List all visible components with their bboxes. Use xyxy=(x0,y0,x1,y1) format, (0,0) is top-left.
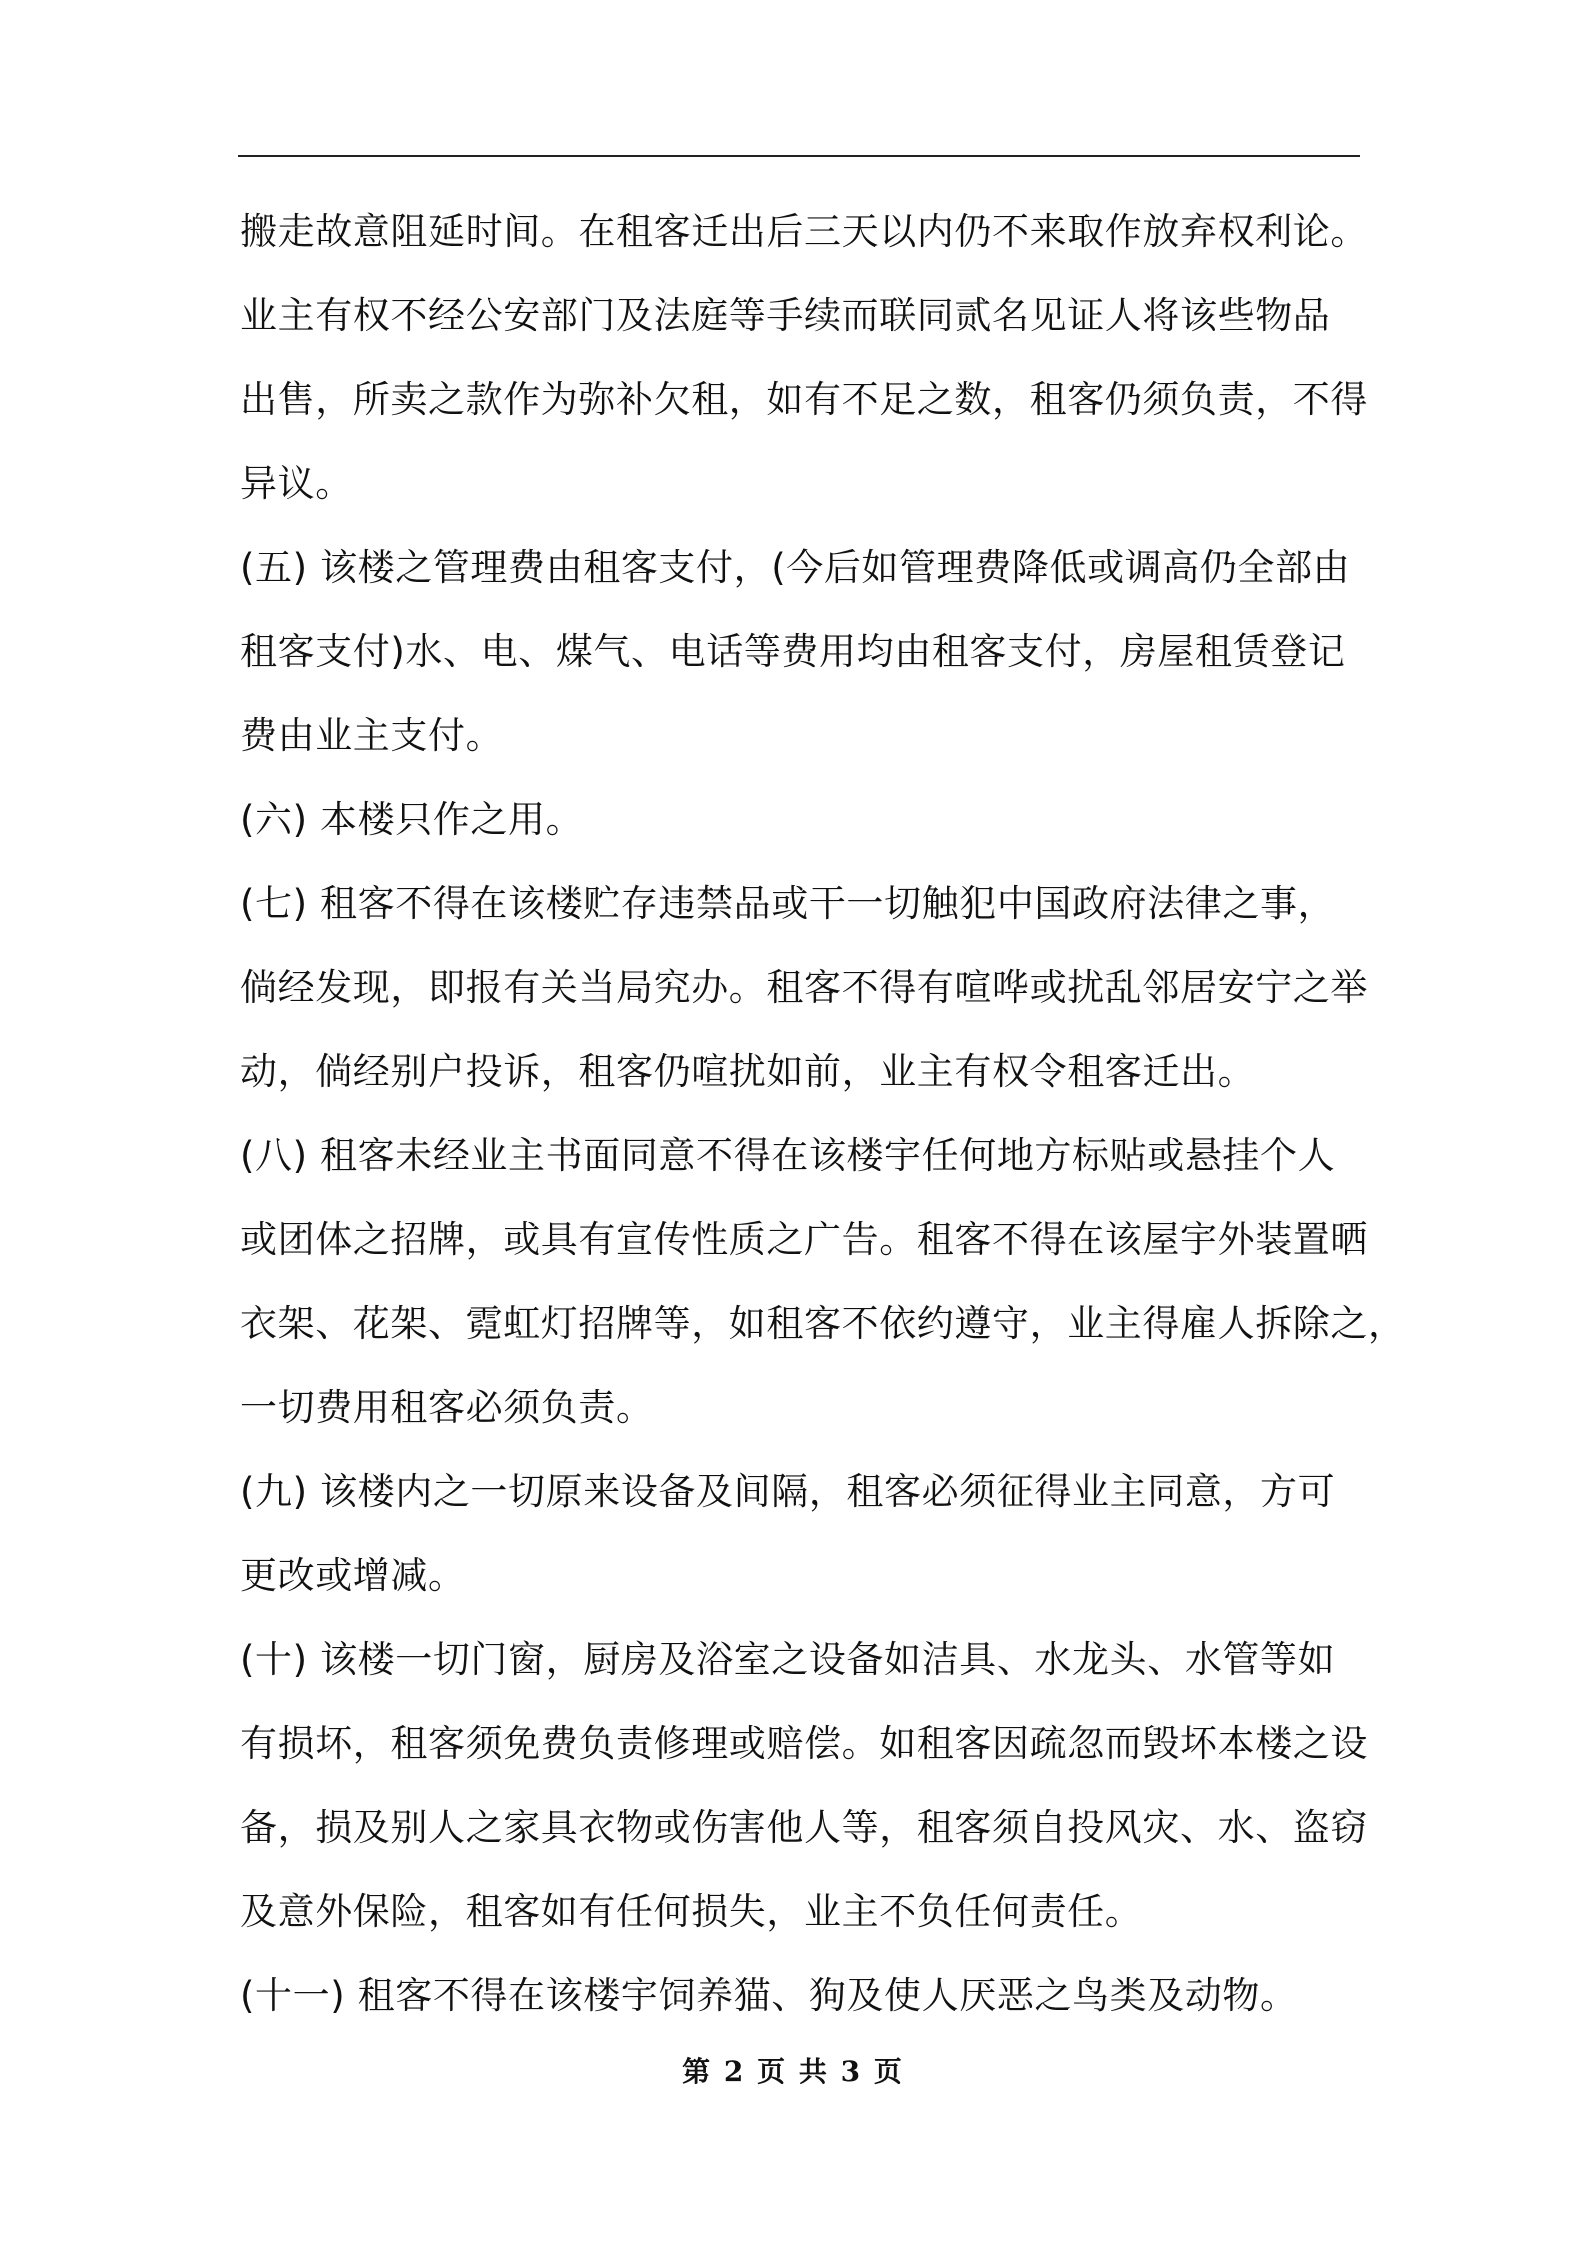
header-rule xyxy=(238,155,1360,157)
page-number: 第 2 页 共 3 页 xyxy=(682,2055,904,2088)
clause-11-line: (十一) 租客不得在该楼宇饲养猫、狗及使人厌恶之鸟类及动物。 xyxy=(240,1974,1298,2017)
clause-6-line: (六) 本楼只作之用。 xyxy=(240,798,584,841)
text-line: 一切费用租客必须负责。 xyxy=(240,1386,654,1429)
text-line: 或团体之招牌，或具有宣传性质之广告。租客不得在该屋宇外装置晒 xyxy=(240,1218,1368,1261)
text-line: 衣架、花架、霓虹灯招牌等，如租客不依约遵守，业主得雇人拆除之， xyxy=(240,1302,1406,1345)
text-line: 出售，所卖之款作为弥补欠租，如有不足之数，租客仍须负责，不得 xyxy=(240,378,1368,421)
text-line: 搬走故意阻延时间。在租客迁出后三天以内仍不来取作放弃权利论。 xyxy=(240,210,1368,253)
text-line: 有损坏，租客须免费负责修理或赔偿。如租客因疏忽而毁坏本楼之设 xyxy=(240,1722,1368,1765)
text-line: 倘经发现，即报有关当局究办。租客不得有喧哗或扰乱邻居安宁之举 xyxy=(240,966,1368,1009)
text-line: 备，损及别人之家具衣物或伤害他人等，租客须自投风灾、水、盗窃 xyxy=(240,1806,1368,1849)
text-line: 费由业主支付。 xyxy=(240,714,504,757)
clause-9-line: (九) 该楼内之一切原来设备及间隔，租客必须征得业主同意，方可 xyxy=(240,1470,1336,1513)
clause-10-line: (十) 该楼一切门窗，厨房及浴室之设备如洁具、水龙头、水管等如 xyxy=(240,1638,1336,1681)
clause-5-line: (五) 该楼之管理费由租客支付，(今后如管理费降低或调高仍全部由 xyxy=(240,546,1351,589)
document-body xyxy=(240,190,1406,2038)
clause-7-line: (七) 租客不得在该楼贮存违禁品或干一切触犯中国政府法律之事， xyxy=(240,882,1336,925)
text-line: 及意外保险，租客如有任何损失，业主不负任何责任。 xyxy=(240,1890,1143,1933)
text-line: 动，倘经别户投诉，租客仍喧扰如前，业主有权令租客迁出。 xyxy=(240,1050,1256,1093)
text-line: 租客支付)水、电、煤气、电话等费用均由租客支付，房屋租赁登记 xyxy=(240,630,1346,673)
text-line: 异议。 xyxy=(240,462,353,505)
clause-8-line: (八) 租客未经业主书面同意不得在该楼宇任何地方标贴或悬挂个人 xyxy=(240,1134,1336,1177)
text-line: 业主有权不经公安部门及法庭等手续而联同贰名见证人将该些物品 xyxy=(240,294,1331,337)
text-line: 更改或增减。 xyxy=(240,1554,466,1597)
